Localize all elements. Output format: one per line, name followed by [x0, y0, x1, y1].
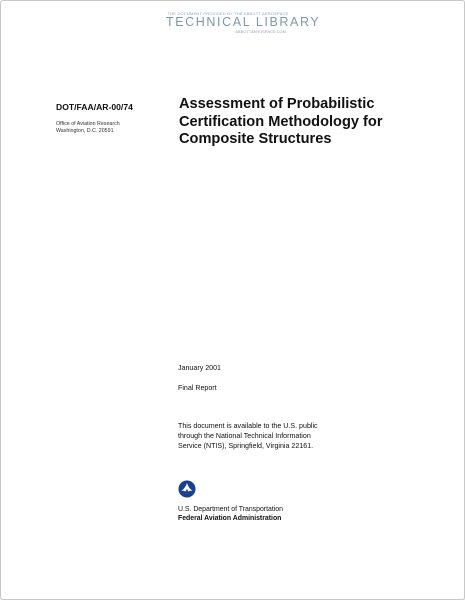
- office-line-1: Office of Aviation Research: [56, 121, 120, 127]
- agency-line-2: Federal Aviation Administration: [178, 514, 282, 522]
- office-address: [56, 121, 120, 135]
- report-title: [179, 96, 419, 149]
- banner-url: ABBOTTAEROSPACE.COM: [235, 29, 286, 34]
- report-type: Final Report: [178, 384, 217, 392]
- office-line-2: Washington, D.C. 20591: [56, 128, 114, 134]
- availability-line-3: Service (NTIS), Springfield, Virginia 22161.: [178, 442, 314, 450]
- title-line-2: Certification Methodology for: [179, 113, 383, 130]
- title-line-3: Composite Structures: [179, 131, 332, 147]
- agency-line-1: U.S. Department of Transportation: [178, 506, 283, 513]
- banner-main-text: TECHNICAL LIBRARY: [166, 15, 321, 29]
- report-date: January 2001: [178, 364, 221, 372]
- availability-statement: [178, 421, 318, 451]
- title-line-1: Assessment of Probabilistic: [179, 96, 375, 112]
- agency-block: [178, 506, 283, 523]
- dot-logo-icon: [178, 480, 196, 498]
- report-number: DOT/FAA/AR-00/74: [56, 102, 133, 112]
- banner-top-line: THE DOCUMENT PROVIDED BY THE ABBOTT AEROSPACE: [167, 11, 289, 16]
- availability-line-2: through the National Technical Information: [178, 432, 311, 440]
- technical-library-banner[interactable]: [166, 11, 321, 39]
- availability-line-1: This document is available to the U.S. public: [178, 422, 318, 430]
